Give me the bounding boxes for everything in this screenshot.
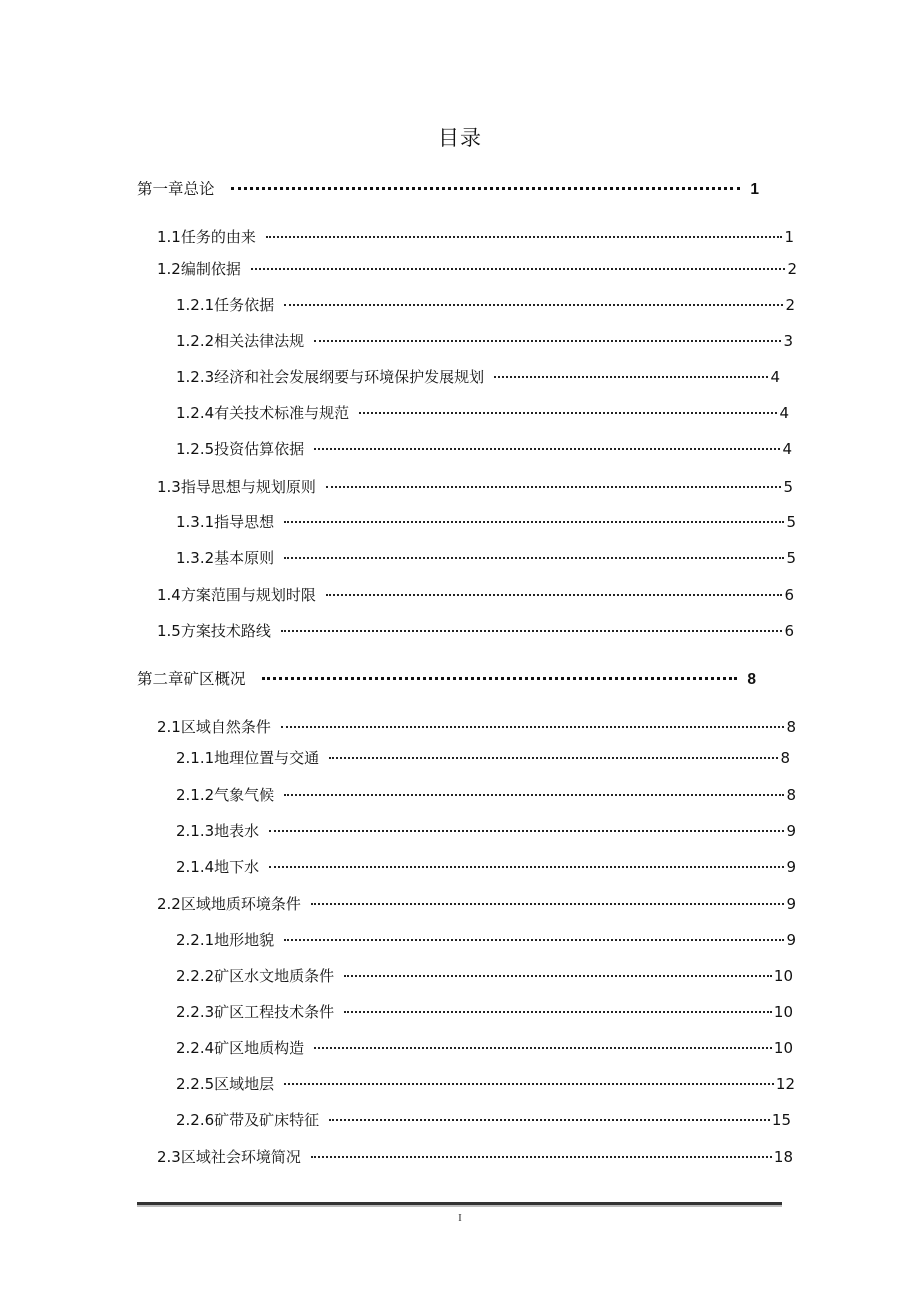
toc-entry-label: 2.1.4地下水 (176, 858, 260, 876)
toc-entry-label: 2.2.4矿区地质构造 (176, 1039, 305, 1057)
toc-entry-label: 1.1任务的由来 (157, 228, 256, 246)
toc-entry-label: 2.1区域自然条件 (157, 718, 271, 736)
toc-leader-dots (494, 376, 768, 378)
toc-entry-label: 第一章总论 (137, 180, 215, 198)
toc-entry-2-1-2[interactable] (176, 784, 796, 806)
toc-entry-label: 1.2.2相关法律法规 (176, 332, 305, 350)
toc-entry-label: 2.2.2矿区水文地质条件 (176, 967, 335, 985)
toc-entry-1-2-3[interactable] (176, 366, 780, 388)
toc-entry-1-2-1[interactable] (176, 294, 795, 316)
toc-leader-dots (314, 340, 781, 342)
toc-entry-page: 5 (786, 513, 796, 531)
toc-entry-1-2-2[interactable] (176, 330, 793, 352)
toc-entry-2-2-5[interactable] (176, 1073, 795, 1095)
toc-entry-label: 1.3指导思想与规划原则 (157, 478, 316, 496)
toc-leader-dots (284, 794, 784, 796)
toc-entry-label: 1.4方案范围与规划时限 (157, 586, 316, 604)
toc-entry-2-2-2[interactable] (176, 965, 793, 987)
toc-entry-1-4[interactable] (157, 584, 794, 606)
toc-leader-dots (344, 1011, 772, 1013)
toc-leader-dots (359, 412, 777, 414)
toc-entry-page: 8 (786, 786, 796, 804)
toc-entry-page: 6 (784, 586, 794, 604)
toc-entry-page: 9 (786, 895, 796, 913)
toc-leader-dots (329, 757, 778, 759)
toc-entry-label: 2.2.1地形地貌 (176, 931, 275, 949)
toc-entry-2-1-3[interactable] (176, 820, 796, 842)
toc-entry-2-2-4[interactable] (176, 1037, 793, 1059)
toc-leader-dots (284, 521, 784, 523)
toc-entry-label: 2.2区域地质环境条件 (157, 895, 301, 913)
toc-leader-dots (314, 1047, 772, 1049)
toc-leader-dots (344, 975, 772, 977)
toc-entry-label: 1.2.1任务依据 (176, 296, 275, 314)
toc-entry-page: 4 (770, 368, 780, 386)
toc-entry-label: 第二章矿区概况 (137, 670, 246, 688)
toc-entry-label: 2.1.3地表水 (176, 822, 260, 840)
toc-entry-label: 1.5方案技术路线 (157, 622, 271, 640)
toc-entry-label: 2.2.3矿区工程技术条件 (176, 1003, 335, 1021)
footer-divider (137, 1202, 782, 1205)
toc-entry-1-3[interactable] (157, 476, 793, 498)
toc-entry-label: 1.3.1指导思想 (176, 513, 275, 531)
toc-entry-page: 8 (747, 671, 756, 688)
toc-entry-page: 12 (775, 1075, 795, 1093)
toc-entry-label: 1.2编制依据 (157, 260, 241, 278)
toc-leader-dots (326, 594, 783, 596)
toc-entry-2-2-3[interactable] (176, 1001, 793, 1023)
toc-entry-page: 4 (782, 440, 792, 458)
toc-entry-2-1[interactable] (157, 716, 796, 738)
toc-entry-chapter-2[interactable] (137, 668, 756, 690)
toc-entry-1-3-2[interactable] (176, 547, 796, 569)
toc-entry-page: 3 (783, 332, 793, 350)
toc-entry-page: 10 (773, 1039, 793, 1057)
toc-entry-page: 2 (787, 260, 797, 278)
toc-entry-label: 1.2.4有关技术标准与规范 (176, 404, 350, 422)
toc-leader-dots (284, 1083, 774, 1085)
toc-entry-page: 15 (771, 1111, 791, 1129)
toc-leader-dots (281, 726, 785, 728)
toc-leader-dots (231, 187, 741, 190)
toc-entry-label: 2.2.5区域地层 (176, 1075, 275, 1093)
toc-leader-dots (284, 304, 783, 306)
toc-leader-dots (262, 677, 738, 680)
toc-entry-2-2-6[interactable] (176, 1109, 791, 1131)
toc-entry-page: 10 (773, 1003, 793, 1021)
toc-leader-dots (281, 630, 783, 632)
toc-entry-page: 1 (750, 181, 759, 198)
toc-leader-dots (329, 1119, 770, 1121)
toc-entry-1-5[interactable] (157, 620, 794, 642)
toc-entry-page: 9 (786, 822, 796, 840)
toc-leader-dots (284, 557, 784, 559)
toc-entry-label: 2.1.2气象气候 (176, 786, 275, 804)
toc-entry-1-1[interactable] (157, 226, 794, 248)
toc-entry-label: 2.1.1地理位置与交通 (176, 749, 320, 767)
toc-entry-1-2-4[interactable] (176, 402, 789, 424)
toc-leader-dots (269, 866, 784, 868)
toc-entry-label: 2.3区域社会环境简况 (157, 1148, 301, 1166)
toc-leader-dots (251, 268, 786, 270)
toc-entry-label: 1.2.5投资估算依据 (176, 440, 305, 458)
toc-entry-page: 9 (786, 858, 796, 876)
toc-entry-1-3-1[interactable] (176, 511, 796, 533)
toc-title: 目录 (438, 126, 482, 150)
toc-entry-page: 9 (786, 931, 796, 949)
toc-entry-page: 8 (786, 718, 796, 736)
toc-entry-2-1-1[interactable] (176, 747, 790, 769)
toc-leader-dots (314, 448, 780, 450)
toc-entry-label: 1.2.3经济和社会发展纲要与环境保护发展规划 (176, 368, 485, 386)
toc-leader-dots (311, 1156, 772, 1158)
toc-entry-page: 5 (783, 478, 793, 496)
toc-entry-2-2-1[interactable] (176, 929, 796, 951)
toc-entry-1-2[interactable] (157, 258, 797, 280)
toc-entry-page: 4 (779, 404, 789, 422)
toc-entry-page: 8 (780, 749, 790, 767)
toc-entry-page: 1 (784, 228, 794, 246)
toc-leader-dots (311, 903, 785, 905)
toc-entry-label: 1.3.2基本原则 (176, 549, 275, 567)
toc-entry-1-2-5[interactable] (176, 438, 792, 460)
toc-leader-dots (326, 486, 782, 488)
toc-entry-2-2[interactable] (157, 893, 796, 915)
toc-entry-page: 10 (773, 967, 793, 985)
toc-leader-dots (284, 939, 784, 941)
toc-entry-page: 5 (786, 549, 796, 567)
toc-entry-page: 18 (773, 1148, 793, 1166)
toc-entry-page: 2 (785, 296, 795, 314)
toc-entry-2-1-4[interactable] (176, 856, 796, 878)
toc-entry-label: 2.2.6矿带及矿床特征 (176, 1111, 320, 1129)
toc-entry-page: 6 (784, 622, 794, 640)
toc-entry-2-3[interactable] (157, 1146, 793, 1168)
toc-leader-dots (266, 236, 783, 238)
toc-leader-dots (269, 830, 784, 832)
toc-entry-chapter-1[interactable] (137, 178, 759, 200)
page-number: I (458, 1212, 462, 1224)
